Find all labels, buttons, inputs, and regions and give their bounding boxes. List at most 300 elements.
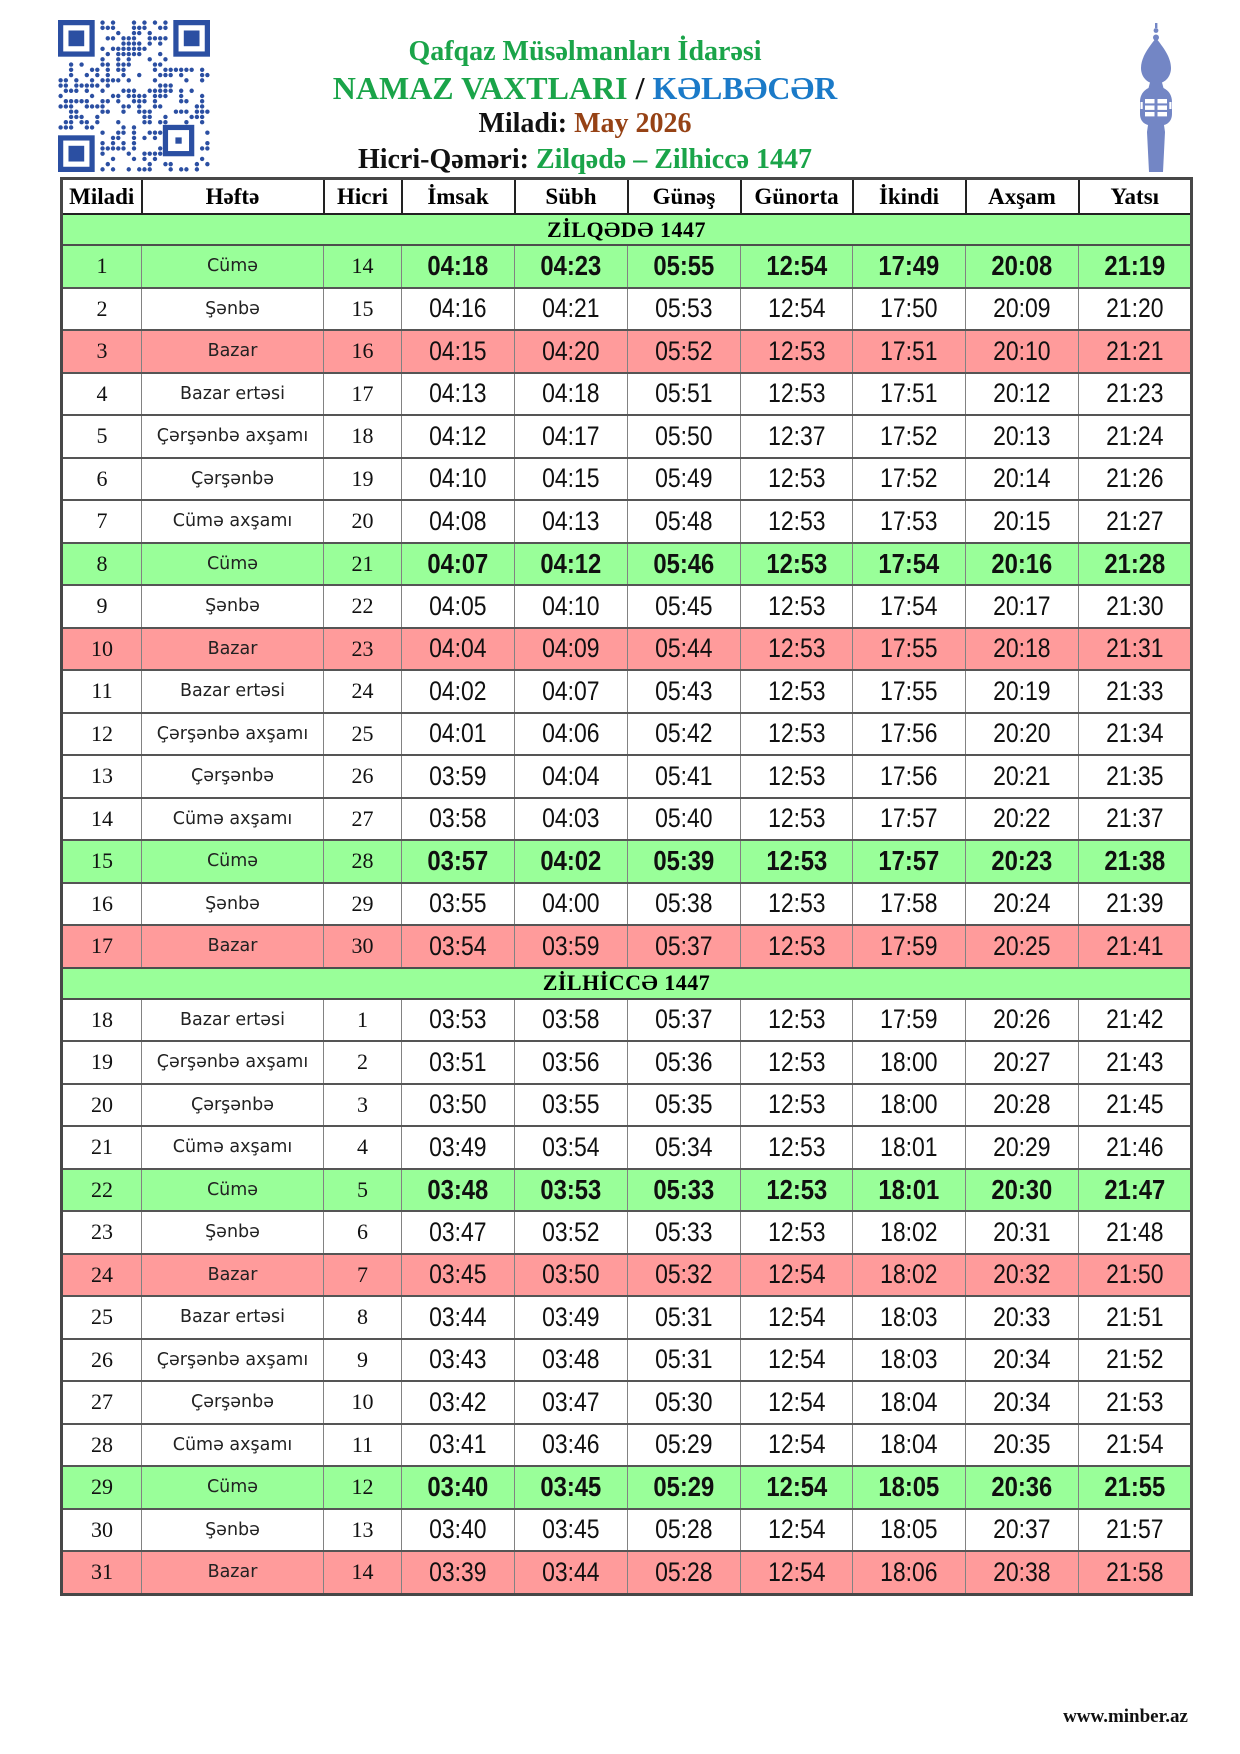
hicri-cell: 4 bbox=[324, 1126, 402, 1169]
hicri-cell: 14 bbox=[324, 245, 402, 288]
time-cell: 20:31 bbox=[966, 1211, 1079, 1254]
miladi-label: Miladi: bbox=[478, 108, 568, 139]
time-cell: 12:53 bbox=[741, 999, 853, 1042]
miladi-cell: 10 bbox=[62, 628, 142, 671]
miladi-cell: 26 bbox=[62, 1339, 142, 1382]
time-cell: 12:53 bbox=[741, 925, 853, 968]
miladi-cell: 5 bbox=[62, 415, 142, 458]
hicri-cell: 21 bbox=[324, 543, 402, 586]
table-row bbox=[62, 670, 1192, 713]
time-cell: 21:34 bbox=[1079, 713, 1192, 756]
weekday-cell: Bazar bbox=[142, 1551, 324, 1594]
time-cell: 21:41 bbox=[1079, 925, 1192, 968]
time-cell: 03:54 bbox=[515, 1126, 628, 1169]
weekday-cell: Çərşənbə axşamı bbox=[142, 415, 324, 458]
time-cell: 17:50 bbox=[853, 288, 966, 331]
time-cell: 20:24 bbox=[966, 883, 1079, 926]
table-row bbox=[62, 1509, 1192, 1552]
time-cell: 03:51 bbox=[402, 1041, 515, 1084]
time-cell: 12:53 bbox=[741, 1041, 853, 1084]
time-cell: 05:52 bbox=[628, 330, 741, 373]
hicri-cell: 18 bbox=[324, 415, 402, 458]
section-row bbox=[62, 214, 1192, 245]
time-cell: 05:35 bbox=[628, 1084, 741, 1127]
time-cell: 03:43 bbox=[402, 1339, 515, 1382]
weekday-cell: Çərşənbə axşamı bbox=[142, 1041, 324, 1084]
time-cell: 04:23 bbox=[515, 245, 628, 288]
hicri-cell: 15 bbox=[324, 288, 402, 331]
time-cell: 18:05 bbox=[853, 1466, 966, 1509]
time-cell: 21:58 bbox=[1079, 1551, 1192, 1594]
time-cell: 20:29 bbox=[966, 1126, 1079, 1169]
table-header bbox=[62, 179, 1192, 215]
miladi-cell: 28 bbox=[62, 1424, 142, 1467]
table-row bbox=[62, 798, 1192, 841]
time-cell: 03:44 bbox=[515, 1551, 628, 1594]
time-cell: 05:33 bbox=[628, 1169, 741, 1212]
weekday-cell: Cümə bbox=[142, 543, 324, 586]
time-cell: 03:48 bbox=[515, 1339, 628, 1382]
weekday-cell: Bazar bbox=[142, 925, 324, 968]
time-cell: 18:00 bbox=[853, 1084, 966, 1127]
time-cell: 21:57 bbox=[1079, 1509, 1192, 1552]
time-cell: 18:02 bbox=[853, 1211, 966, 1254]
time-cell: 03:59 bbox=[402, 755, 515, 798]
time-cell: 17:53 bbox=[853, 500, 966, 543]
time-cell: 21:54 bbox=[1079, 1424, 1192, 1467]
hicri-cell: 12 bbox=[324, 1466, 402, 1509]
time-cell: 18:06 bbox=[853, 1551, 966, 1594]
time-cell: 04:08 bbox=[402, 500, 515, 543]
website-footer: www.minber.az bbox=[1063, 1706, 1188, 1727]
time-cell: 03:50 bbox=[515, 1254, 628, 1297]
time-cell: 03:39 bbox=[402, 1551, 515, 1594]
time-cell: 17:52 bbox=[853, 415, 966, 458]
time-cell: 20:33 bbox=[966, 1296, 1079, 1339]
time-cell: 20:30 bbox=[966, 1169, 1079, 1212]
time-cell: 18:01 bbox=[853, 1169, 966, 1212]
time-cell: 04:07 bbox=[515, 670, 628, 713]
table-row bbox=[62, 1126, 1192, 1169]
time-cell: 20:23 bbox=[966, 840, 1079, 883]
table-row bbox=[62, 1381, 1192, 1424]
miladi-cell: 8 bbox=[62, 543, 142, 586]
miladi-cell: 30 bbox=[62, 1509, 142, 1552]
time-cell: 05:28 bbox=[628, 1551, 741, 1594]
time-cell: 04:12 bbox=[515, 543, 628, 586]
miladi-cell: 4 bbox=[62, 373, 142, 416]
table-row bbox=[62, 330, 1192, 373]
table-row bbox=[62, 1041, 1192, 1084]
weekday-cell: Cümə axşamı bbox=[142, 500, 324, 543]
time-cell: 12:53 bbox=[741, 1126, 853, 1169]
time-cell: 05:55 bbox=[628, 245, 741, 288]
time-cell: 04:09 bbox=[515, 628, 628, 671]
time-cell: 17:55 bbox=[853, 628, 966, 671]
hicri-cell: 28 bbox=[324, 840, 402, 883]
time-cell: 03:53 bbox=[515, 1169, 628, 1212]
time-cell: 03:52 bbox=[515, 1211, 628, 1254]
hicri-cell: 10 bbox=[324, 1381, 402, 1424]
miladi-cell: 6 bbox=[62, 458, 142, 501]
time-cell: 12:53 bbox=[741, 373, 853, 416]
time-cell: 20:12 bbox=[966, 373, 1079, 416]
time-cell: 21:23 bbox=[1079, 373, 1192, 416]
miladi-cell: 22 bbox=[62, 1169, 142, 1212]
weekday-cell: Bazar ertəsi bbox=[142, 999, 324, 1042]
time-cell: 04:05 bbox=[402, 585, 515, 628]
time-cell: 04:20 bbox=[515, 330, 628, 373]
time-cell: 03:53 bbox=[402, 999, 515, 1042]
miladi-cell: 24 bbox=[62, 1254, 142, 1297]
time-cell: 17:55 bbox=[853, 670, 966, 713]
section-title: ZİLHİCCƏ 1447 bbox=[62, 968, 1192, 999]
time-cell: 21:51 bbox=[1079, 1296, 1192, 1339]
miladi-cell: 16 bbox=[62, 883, 142, 926]
minaret-icon bbox=[1128, 14, 1184, 172]
table-row bbox=[62, 713, 1192, 756]
time-cell: 20:26 bbox=[966, 999, 1079, 1042]
time-cell: 20:15 bbox=[966, 500, 1079, 543]
table-row bbox=[62, 1551, 1192, 1594]
weekday-cell: Bazar bbox=[142, 330, 324, 373]
time-cell: 03:59 bbox=[515, 925, 628, 968]
time-cell: 05:33 bbox=[628, 1211, 741, 1254]
column-header-hicri: Hicri bbox=[324, 179, 402, 215]
time-cell: 21:53 bbox=[1079, 1381, 1192, 1424]
column-header-subh: Sübh bbox=[515, 179, 628, 215]
time-cell: 12:54 bbox=[741, 245, 853, 288]
time-cell: 04:00 bbox=[515, 883, 628, 926]
hicri-cell: 24 bbox=[324, 670, 402, 713]
time-cell: 04:04 bbox=[515, 755, 628, 798]
time-cell: 04:15 bbox=[402, 330, 515, 373]
time-cell: 20:13 bbox=[966, 415, 1079, 458]
table-row bbox=[62, 543, 1192, 586]
miladi-cell: 14 bbox=[62, 798, 142, 841]
hicri-label: Hicri-Qəməri: bbox=[357, 144, 529, 175]
time-cell: 05:31 bbox=[628, 1296, 741, 1339]
hicri-cell: 17 bbox=[324, 373, 402, 416]
table-row bbox=[62, 373, 1192, 416]
weekday-cell: Cümə bbox=[142, 1466, 324, 1509]
time-cell: 20:09 bbox=[966, 288, 1079, 331]
hicri-cell: 2 bbox=[324, 1041, 402, 1084]
table-row bbox=[62, 585, 1192, 628]
page-title bbox=[70, 70, 1100, 106]
time-cell: 12:54 bbox=[741, 1551, 853, 1594]
time-cell: 04:17 bbox=[515, 415, 628, 458]
hicri-cell: 7 bbox=[324, 1254, 402, 1297]
time-cell: 05:31 bbox=[628, 1339, 741, 1382]
time-cell: 05:42 bbox=[628, 713, 741, 756]
time-cell: 12:53 bbox=[741, 500, 853, 543]
table-row bbox=[62, 1339, 1192, 1382]
time-cell: 17:57 bbox=[853, 840, 966, 883]
time-cell: 03:57 bbox=[402, 840, 515, 883]
time-cell: 03:54 bbox=[402, 925, 515, 968]
time-cell: 04:02 bbox=[402, 670, 515, 713]
weekday-cell: Çərşənbə bbox=[142, 755, 324, 798]
time-cell: 17:57 bbox=[853, 798, 966, 841]
table-row bbox=[62, 288, 1192, 331]
hicri-cell: 20 bbox=[324, 500, 402, 543]
table-row bbox=[62, 245, 1192, 288]
miladi-value: May 2026 bbox=[574, 108, 692, 139]
table-row bbox=[62, 1254, 1192, 1297]
table-row bbox=[62, 458, 1192, 501]
weekday-cell: Çərşənbə axşamı bbox=[142, 1339, 324, 1382]
time-cell: 04:21 bbox=[515, 288, 628, 331]
time-cell: 03:55 bbox=[402, 883, 515, 926]
time-cell: 12:53 bbox=[741, 458, 853, 501]
time-cell: 05:51 bbox=[628, 373, 741, 416]
weekday-cell: Cümə axşamı bbox=[142, 798, 324, 841]
miladi-cell: 25 bbox=[62, 1296, 142, 1339]
weekday-cell: Bazar ertəsi bbox=[142, 373, 324, 416]
time-cell: 12:53 bbox=[741, 883, 853, 926]
time-cell: 05:44 bbox=[628, 628, 741, 671]
time-cell: 03:55 bbox=[515, 1084, 628, 1127]
column-header-miladi: Miladi bbox=[62, 179, 142, 215]
time-cell: 21:55 bbox=[1079, 1466, 1192, 1509]
hicri-cell: 13 bbox=[324, 1509, 402, 1552]
hicri-cell: 29 bbox=[324, 883, 402, 926]
time-cell: 05:39 bbox=[628, 840, 741, 883]
time-cell: 21:47 bbox=[1079, 1169, 1192, 1212]
time-cell: 12:53 bbox=[741, 670, 853, 713]
column-header-yatsi: Yatsı bbox=[1079, 179, 1192, 215]
organization-name: Qafqaz Müsəlmanları İdarəsi bbox=[408, 36, 762, 67]
table-row bbox=[62, 415, 1192, 458]
time-cell: 12:53 bbox=[741, 798, 853, 841]
title-city: KƏLBƏCƏR bbox=[652, 70, 838, 106]
miladi-cell: 3 bbox=[62, 330, 142, 373]
hicri-cell: 8 bbox=[324, 1296, 402, 1339]
weekday-cell: Bazar bbox=[142, 628, 324, 671]
weekday-cell: Çərşənbə bbox=[142, 1381, 324, 1424]
time-cell: 18:03 bbox=[853, 1339, 966, 1382]
miladi-cell: 19 bbox=[62, 1041, 142, 1084]
time-cell: 18:00 bbox=[853, 1041, 966, 1084]
hicri-line bbox=[70, 142, 1100, 178]
hicri-cell: 22 bbox=[324, 585, 402, 628]
weekday-cell: Şənbə bbox=[142, 1509, 324, 1552]
time-cell: 03:45 bbox=[515, 1509, 628, 1552]
time-cell: 12:53 bbox=[741, 585, 853, 628]
hicri-cell: 6 bbox=[324, 1211, 402, 1254]
weekday-cell: Çərşənbə bbox=[142, 458, 324, 501]
time-cell: 21:48 bbox=[1079, 1211, 1192, 1254]
time-cell: 03:47 bbox=[402, 1211, 515, 1254]
column-header-hefte: Həftə bbox=[142, 179, 324, 215]
miladi-cell: 7 bbox=[62, 500, 142, 543]
time-cell: 21:43 bbox=[1079, 1041, 1192, 1084]
hicri-cell: 14 bbox=[324, 1551, 402, 1594]
miladi-cell: 2 bbox=[62, 288, 142, 331]
miladi-cell: 20 bbox=[62, 1084, 142, 1127]
time-cell: 04:10 bbox=[515, 585, 628, 628]
time-cell: 05:37 bbox=[628, 999, 741, 1042]
time-cell: 20:22 bbox=[966, 798, 1079, 841]
time-cell: 12:54 bbox=[741, 1424, 853, 1467]
time-cell: 12:54 bbox=[741, 1339, 853, 1382]
time-cell: 03:58 bbox=[515, 999, 628, 1042]
time-cell: 03:49 bbox=[515, 1296, 628, 1339]
page-header bbox=[0, 0, 1240, 176]
time-cell: 20:21 bbox=[966, 755, 1079, 798]
time-cell: 05:46 bbox=[628, 543, 741, 586]
prayer-table-body bbox=[62, 214, 1192, 1594]
time-cell: 03:58 bbox=[402, 798, 515, 841]
miladi-cell: 23 bbox=[62, 1211, 142, 1254]
time-cell: 17:56 bbox=[853, 755, 966, 798]
time-cell: 05:50 bbox=[628, 415, 741, 458]
hicri-value: Zilqədə – Zilhiccə 1447 bbox=[535, 144, 813, 175]
time-cell: 20:14 bbox=[966, 458, 1079, 501]
time-cell: 21:52 bbox=[1079, 1339, 1192, 1382]
time-cell: 12:54 bbox=[741, 1254, 853, 1297]
time-cell: 12:53 bbox=[741, 543, 853, 586]
time-cell: 17:59 bbox=[853, 999, 966, 1042]
time-cell: 20:37 bbox=[966, 1509, 1079, 1552]
time-cell: 20:16 bbox=[966, 543, 1079, 586]
time-cell: 20:34 bbox=[966, 1339, 1079, 1382]
weekday-cell: Bazar bbox=[142, 1254, 324, 1297]
time-cell: 12:53 bbox=[741, 713, 853, 756]
time-cell: 21:50 bbox=[1079, 1254, 1192, 1297]
miladi-cell: 15 bbox=[62, 840, 142, 883]
time-cell: 17:54 bbox=[853, 543, 966, 586]
time-cell: 12:54 bbox=[741, 1296, 853, 1339]
time-cell: 03:40 bbox=[402, 1466, 515, 1509]
hicri-cell: 5 bbox=[324, 1169, 402, 1212]
time-cell: 05:28 bbox=[628, 1509, 741, 1552]
hicri-cell: 11 bbox=[324, 1424, 402, 1467]
time-cell: 04:04 bbox=[402, 628, 515, 671]
weekday-cell: Bazar ertəsi bbox=[142, 1296, 324, 1339]
time-cell: 21:46 bbox=[1079, 1126, 1192, 1169]
time-cell: 04:13 bbox=[515, 500, 628, 543]
time-cell: 05:37 bbox=[628, 925, 741, 968]
time-cell: 17:51 bbox=[853, 373, 966, 416]
time-cell: 18:04 bbox=[853, 1424, 966, 1467]
time-cell: 12:37 bbox=[741, 415, 853, 458]
time-cell: 21:20 bbox=[1079, 288, 1192, 331]
time-cell: 04:12 bbox=[402, 415, 515, 458]
time-cell: 05:29 bbox=[628, 1424, 741, 1467]
time-cell: 20:19 bbox=[966, 670, 1079, 713]
time-cell: 17:52 bbox=[853, 458, 966, 501]
hicri-cell: 3 bbox=[324, 1084, 402, 1127]
weekday-cell: Şənbə bbox=[142, 1211, 324, 1254]
time-cell: 12:54 bbox=[741, 288, 853, 331]
time-cell: 20:17 bbox=[966, 585, 1079, 628]
title-separator: / bbox=[627, 70, 653, 106]
time-cell: 05:30 bbox=[628, 1381, 741, 1424]
time-cell: 04:18 bbox=[402, 245, 515, 288]
time-cell: 03:48 bbox=[402, 1169, 515, 1212]
time-cell: 03:45 bbox=[515, 1466, 628, 1509]
time-cell: 05:32 bbox=[628, 1254, 741, 1297]
section-title: ZİLQƏDƏ 1447 bbox=[62, 214, 1192, 245]
table-row bbox=[62, 840, 1192, 883]
time-cell: 03:46 bbox=[515, 1424, 628, 1467]
miladi-cell: 27 bbox=[62, 1381, 142, 1424]
weekday-cell: Şənbə bbox=[142, 883, 324, 926]
time-cell: 20:10 bbox=[966, 330, 1079, 373]
time-cell: 03:45 bbox=[402, 1254, 515, 1297]
time-cell: 04:02 bbox=[515, 840, 628, 883]
time-cell: 18:05 bbox=[853, 1509, 966, 1552]
time-cell: 03:56 bbox=[515, 1041, 628, 1084]
time-cell: 21:21 bbox=[1079, 330, 1192, 373]
hicri-cell: 30 bbox=[324, 925, 402, 968]
prayer-times-table bbox=[60, 177, 1193, 1596]
miladi-cell: 31 bbox=[62, 1551, 142, 1594]
section-row bbox=[62, 968, 1192, 999]
hicri-cell: 9 bbox=[324, 1339, 402, 1382]
time-cell: 21:26 bbox=[1079, 458, 1192, 501]
time-cell: 05:49 bbox=[628, 458, 741, 501]
time-cell: 17:49 bbox=[853, 245, 966, 288]
table-row bbox=[62, 999, 1192, 1042]
weekday-cell: Cümə bbox=[142, 840, 324, 883]
time-cell: 03:40 bbox=[402, 1509, 515, 1552]
miladi-cell: 9 bbox=[62, 585, 142, 628]
time-cell: 04:01 bbox=[402, 713, 515, 756]
time-cell: 17:59 bbox=[853, 925, 966, 968]
time-cell: 20:25 bbox=[966, 925, 1079, 968]
table-row bbox=[62, 925, 1192, 968]
table-row bbox=[62, 1169, 1192, 1212]
time-cell: 20:28 bbox=[966, 1084, 1079, 1127]
time-cell: 20:34 bbox=[966, 1381, 1079, 1424]
time-cell: 03:42 bbox=[402, 1381, 515, 1424]
miladi-cell: 1 bbox=[62, 245, 142, 288]
hicri-cell: 1 bbox=[324, 999, 402, 1042]
time-cell: 05:38 bbox=[628, 883, 741, 926]
time-cell: 04:16 bbox=[402, 288, 515, 331]
time-cell: 04:07 bbox=[402, 543, 515, 586]
time-cell: 12:53 bbox=[741, 755, 853, 798]
time-cell: 05:45 bbox=[628, 585, 741, 628]
time-cell: 21:28 bbox=[1079, 543, 1192, 586]
time-cell: 04:10 bbox=[402, 458, 515, 501]
miladi-cell: 21 bbox=[62, 1126, 142, 1169]
time-cell: 18:04 bbox=[853, 1381, 966, 1424]
title-block bbox=[70, 34, 1100, 178]
time-cell: 04:15 bbox=[515, 458, 628, 501]
table-row bbox=[62, 500, 1192, 543]
table-row bbox=[62, 883, 1192, 926]
time-cell: 03:47 bbox=[515, 1381, 628, 1424]
time-cell: 12:53 bbox=[741, 1211, 853, 1254]
table-row bbox=[62, 1296, 1192, 1339]
hicri-cell: 25 bbox=[324, 713, 402, 756]
column-header-axsam: Axşam bbox=[966, 179, 1079, 215]
minaret-svg bbox=[1128, 14, 1184, 172]
hicri-cell: 27 bbox=[324, 798, 402, 841]
time-cell: 17:54 bbox=[853, 585, 966, 628]
weekday-cell: Cümə axşamı bbox=[142, 1126, 324, 1169]
time-cell: 20:36 bbox=[966, 1466, 1079, 1509]
time-cell: 17:58 bbox=[853, 883, 966, 926]
table-row bbox=[62, 1466, 1192, 1509]
time-cell: 05:40 bbox=[628, 798, 741, 841]
miladi-cell: 17 bbox=[62, 925, 142, 968]
weekday-cell: Şənbə bbox=[142, 288, 324, 331]
